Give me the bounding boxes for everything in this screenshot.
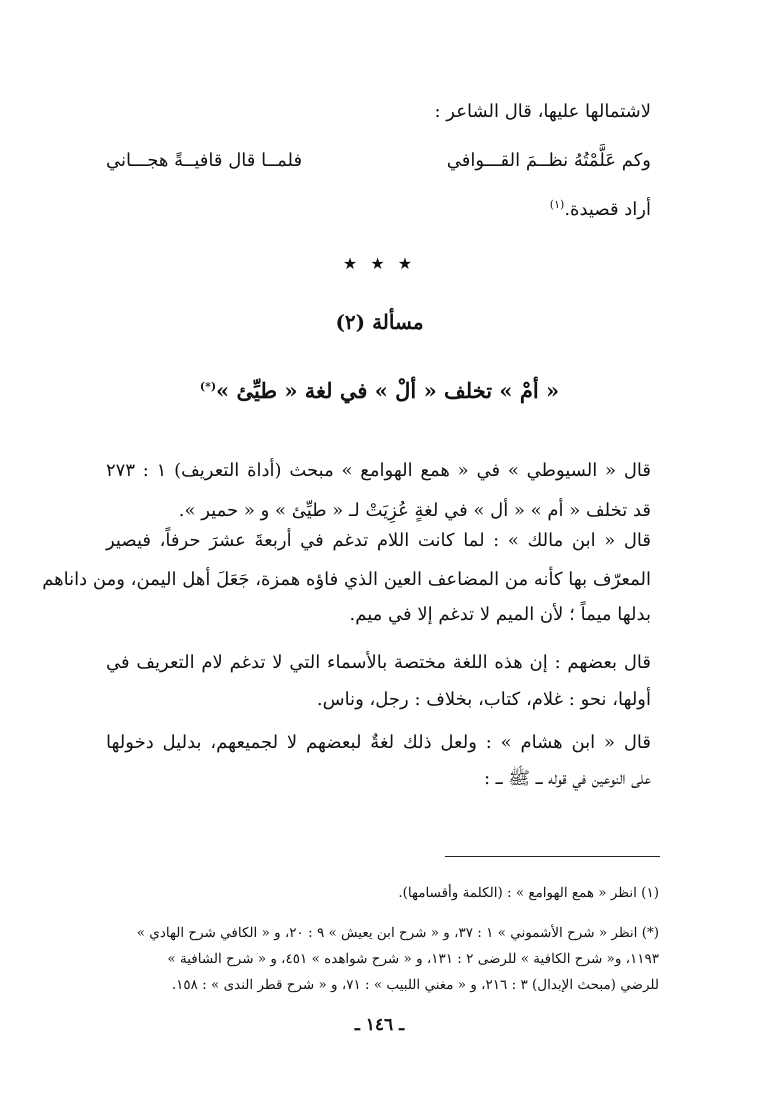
paragraph-line: بدلها ميماً ؛ لأن الميم لا تدغم إلا في ميم. — [349, 604, 651, 625]
text-line-qasida — [106, 190, 651, 225]
verse-second-hemistich: فلمــا قال قافيــةً هجـــاني — [106, 150, 303, 171]
footnote-1: (١) انظر « همع الهوامع » : (الكلمة وأقسامها). — [398, 885, 659, 901]
issue-heading: مسألة (٢) — [335, 310, 424, 334]
section-divider-stars: ★ ★ ★ — [342, 254, 417, 273]
paragraph-line: قال « ابن هشام » : ولعل ذلك لغةٌ لبعضهم لا لجميعهم، بدليل دخولها — [106, 732, 651, 753]
footnote-ref-1: (١) — [549, 198, 565, 211]
paragraph-line: أولها، نحو : غلام، كتاب، بخلاف : رجل، وناس. — [316, 689, 651, 710]
footnote-star-line: للرضي (مبحث الإبدال) ٣ : ٢١٦، و « مغني اللبيب » : ٧١، و « شرح قطر الندى » : ١٥٨. — [171, 977, 659, 993]
poem-verse — [106, 150, 651, 180]
topic-heading — [0, 378, 759, 403]
page-number: ـ ١٤٦ ـ — [354, 1015, 405, 1035]
topic-heading-text: « أمْ » تخلف « ألْ » في لغة « طيِّئ » — [216, 378, 560, 403]
qasida-text: أراد قصيدة. — [564, 199, 651, 220]
paragraph-line: المعرّف بها كأنه من المضاعف العين الذي فاؤه همزة، جَعَلَ أهل اليمن، ومن داناهم — [42, 569, 651, 590]
verse-first-hemistich: وكم عَلَّمْتُهُ نظــمَ القـــوافي — [446, 150, 651, 171]
footnote-ref-star: (*) — [199, 380, 217, 393]
paragraph-line: قال بعضهم : إن هذه اللغة مختصة بالأسماء التي لا تدغم لام التعريف في — [106, 652, 651, 673]
paragraph-line: قال « السيوطي » في « همع الهوامع » مبحث (أداة التعريف) ١ : ٢٧٣ — [106, 460, 651, 481]
footnote-separator — [445, 856, 660, 857]
text-line-intro: لاشتمالها عليها، قال الشاعر : — [434, 101, 651, 122]
paragraph-line: على النوعين في قوله ـــ ﷺ ـــ : — [483, 768, 651, 789]
paragraph-line: قد تخلف « أم » « أل » في لغةٍ عُزِيَتْ لـ « طيِّئ » و « حمير ». — [178, 500, 651, 521]
footnote-star-line: ١١٩٣، و« شرح الكافية » للرضى ٢ : ١٣١، و « شرح شواهده » ٤٥١، و « شرح الشافية » — [167, 951, 659, 967]
footnote-star-line: (*) انظر « شرح الأشموني » ١ : ٣٧، و « شرح ابن يعيش » ٩ : ٢٠، و « الكافي شرح الهادي » — [136, 925, 659, 941]
paragraph-line: قال « ابن مالك » : لما كانت اللام تدغم في أربعةَ عشرَ حرفاً، فيصير — [106, 530, 651, 551]
